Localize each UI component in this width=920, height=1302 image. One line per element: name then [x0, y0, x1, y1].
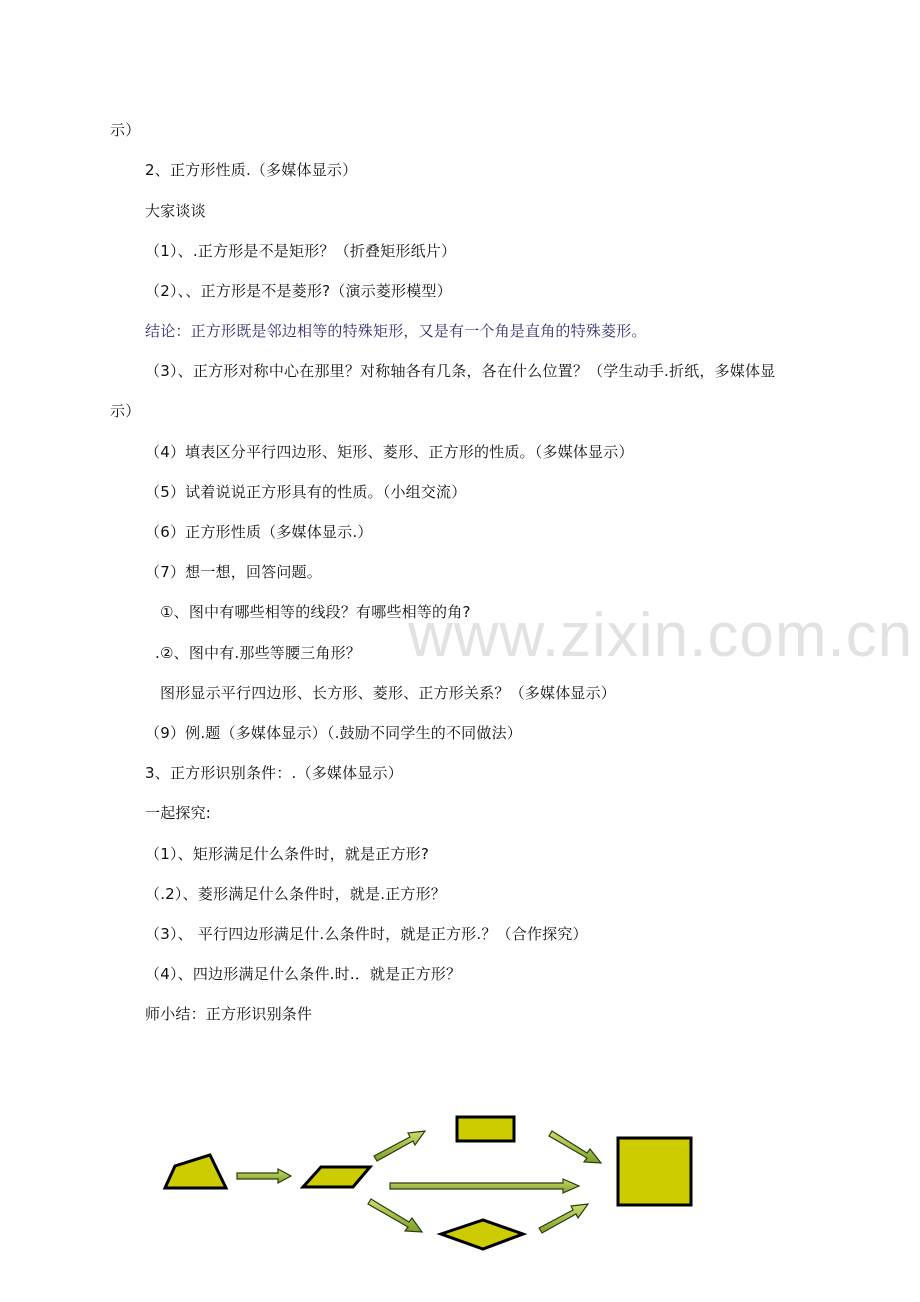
item-5: （5）试着说说正方形具有的性质。（小组交流）	[145, 483, 467, 501]
arrow-parallelogram-to-rhombus	[368, 1199, 422, 1232]
rhombus-shape	[441, 1220, 523, 1249]
question-3-continued: 示）	[110, 402, 141, 420]
explore-together: 一起探究:	[145, 804, 212, 822]
item-7: （7）想一想，回答问题。	[145, 563, 322, 581]
explore-question-2: （.2）、菱形满足什么条件时，就是.正方形？	[145, 885, 446, 903]
sub-question-2: .②、图中有.那些等腰三角形？	[155, 644, 361, 662]
question-1: （1）、.正方形是不是矩形？（折叠矩形纸片）	[145, 242, 457, 260]
arrow-parallelogram-to-square	[390, 1179, 579, 1193]
sub-question-1: ①、图中有哪些相等的线段？有哪些相等的角?	[160, 603, 471, 621]
rectangle-shape	[457, 1117, 514, 1141]
explore-question-4: （4）、四边形满足什么条件.时.．就是正方形？	[145, 965, 462, 983]
arrow-quadrilateral-to-parallelogram	[237, 1169, 291, 1183]
explore-question-3: （3）、 平行四边形满足什.么条件时，就是正方形.？（合作探究）	[145, 925, 588, 943]
explore-question-1: （1）、矩形满足什么条件时，就是正方形?	[145, 845, 430, 863]
quadrilateral-shape	[165, 1155, 226, 1188]
text-line-discuss: 大家谈谈	[145, 202, 206, 220]
section-heading-identification: 3、正方形识别条件：.（多媒体显示）	[145, 764, 403, 782]
item-9: （9）例.题（多媒体显示）（.鼓励不同学生的不同做法）	[145, 724, 522, 742]
relationship-text: 图形显示平行四边形、长方形、菱形、正方形关系？（多媒体显示）	[160, 684, 617, 702]
arrow-rhombus-to-square	[539, 1204, 588, 1233]
shape-relationship-diagram	[0, 1100, 920, 1260]
question-3: （3）、正方形对称中心在那里？对称轴各有几条，各在什么位置？（学生动手.折纸，多媒体显	[145, 362, 776, 380]
section-heading-square-properties: 2、正方形性质.（多媒体显示）	[145, 161, 358, 179]
teacher-summary: 师小结：正方形识别条件	[145, 1005, 313, 1023]
conclusion-text: 结论：正方形既是邻边相等的特殊矩形，又是有一个角是直角的特殊菱形。	[145, 322, 647, 340]
text-line-1: 示）	[110, 121, 141, 139]
arrow-rectangle-to-square	[549, 1131, 601, 1163]
arrow-parallelogram-to-rectangle	[374, 1131, 425, 1161]
item-4: （4）填表区分平行四边形、矩形、菱形、正方形的性质。（多媒体显示）	[145, 443, 634, 461]
square-shape	[618, 1138, 691, 1205]
item-6: （6）正方形性质（多媒体显示.）	[145, 523, 373, 541]
watermark: www.zixin.com.cn	[408, 601, 914, 670]
question-2: （2）、、正方形是不是菱形?（演示菱形模型）	[145, 282, 452, 300]
parallelogram-shape	[303, 1167, 370, 1187]
